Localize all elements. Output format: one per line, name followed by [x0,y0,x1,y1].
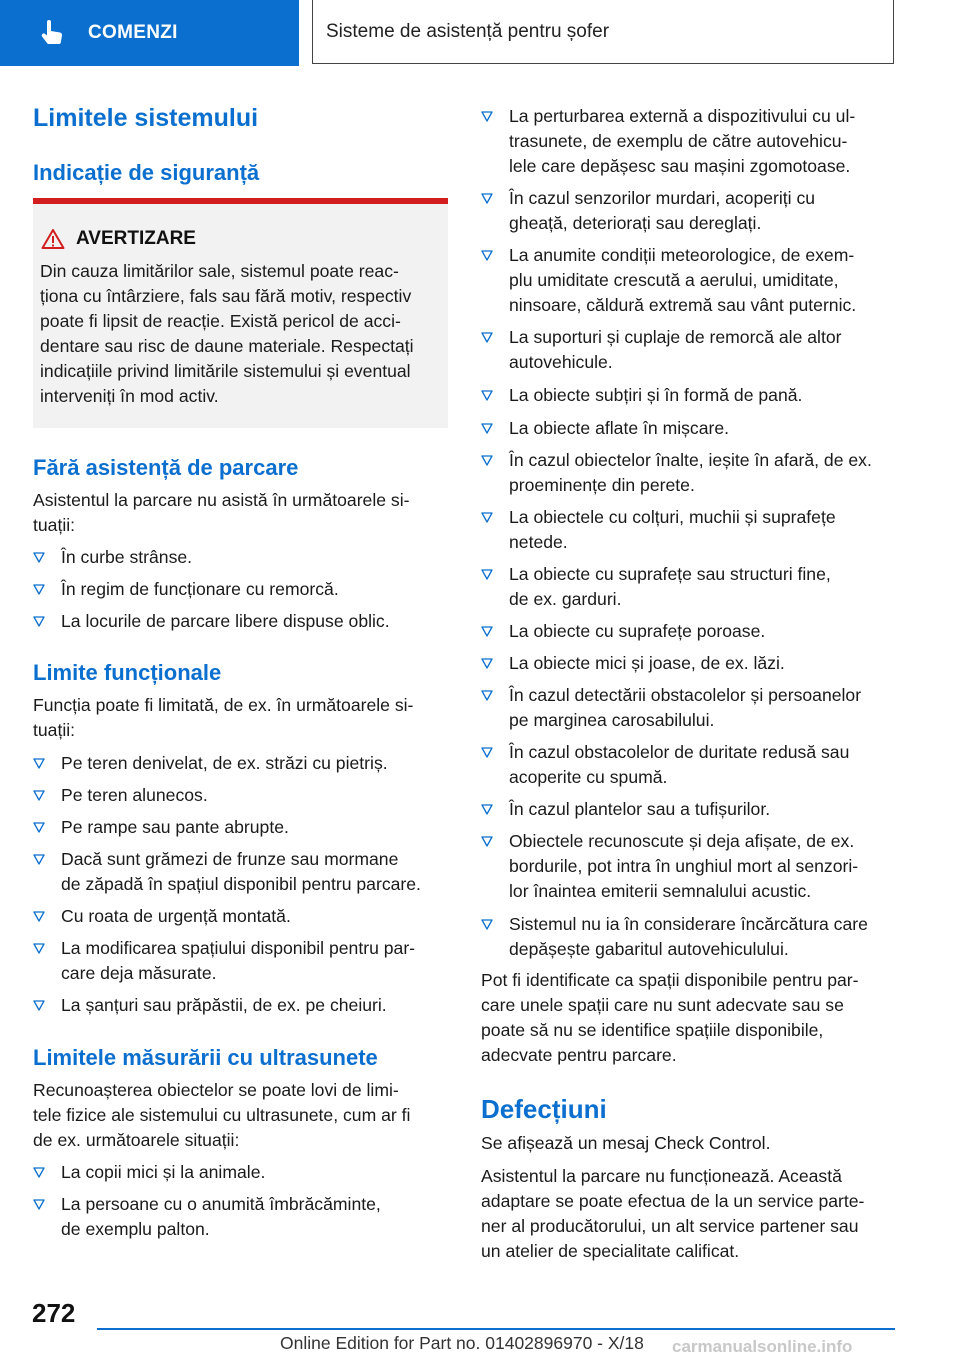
list-item-text [509,186,815,236]
text-line: În curbe strânse. [61,547,193,567]
list-item-text [509,829,858,904]
no-assist-intro [33,488,448,538]
list-item-text [509,505,836,555]
footer-rule [97,1328,895,1330]
list-item-text [61,1160,265,1185]
list-item-text [509,683,861,733]
list-item-text [61,609,390,634]
list-item-text [61,904,291,929]
func-intro [33,693,448,743]
text-line: adaptare se poate efectua de la un service parte- [481,1191,865,1211]
text-line: adecvate pentru parcare. [481,1045,677,1065]
text-line: Pe teren alunecos. [61,785,208,805]
list-item-text [509,651,785,676]
text-line: Asistentul la parcare nu funcționează. Această [481,1166,842,1186]
text-line: care deja măsurate. [61,963,217,983]
heading-no-assist: Fără asistență de parcare [33,455,299,480]
text-line: pe marginea carosabilului. [509,710,715,730]
list-item-text [509,912,868,962]
text-line: tele fizice ale sistemului cu ultrasunete, cum ar fi [33,1105,411,1125]
bullet-triangle-icon [481,689,493,701]
text-line: La suporturi și cuplaje de remorcă ale altor [509,327,842,347]
page-header [0,0,960,66]
bullet-triangle-icon [481,568,493,580]
text-line: care unele spații care nu sunt adecvate sau se [481,995,844,1015]
list-item-text [509,325,842,375]
text-line: La șanțuri sau prăpăstii, de ex. pe cheiuri. [61,995,387,1015]
text-line: La obiecte cu suprafețe poroase. [509,621,766,641]
section-title: Sisteme de asistență pentru șofer [326,20,610,42]
text-line: poate să nu se identifice spațiile disponibile, [481,1020,824,1040]
text-line: La obiecte cu suprafețe sau structuri fine, [509,564,831,584]
pointing-hand-icon [38,19,66,47]
page-number: 272 [32,1298,76,1328]
bullet-triangle-icon [481,511,493,523]
bullet-triangle-icon [33,757,45,769]
warning-box [33,198,448,428]
warning-line: indicațiile privind limitările sistemului și eventual [40,361,411,381]
text-line: de zăpadă în spațiul disponibil pentru parcare. [61,874,421,894]
list-item-text [61,783,208,808]
text-line: Recunoașterea obiectelor se poate lovi de limi- [33,1080,399,1100]
heading-safety: Indicație de siguranță [33,160,260,185]
bullet-triangle-icon [481,422,493,434]
text-line: Obiectele recunoscute și deja afișate, de ex. [509,831,855,851]
text-line: La persoane cu o anumită îmbrăcăminte, [61,1194,381,1214]
text-line: de ex. următoarele situații: [33,1130,240,1150]
text-line: În cazul obstacolelor de duritate redusă sau [509,742,850,762]
text-line: În cazul detectării obstacolelor și persoanelor [509,685,862,705]
watermark: carmanualsonline.info [672,1337,853,1356]
defect-paragraph [481,1164,896,1264]
text-line: Dacă sunt grămezi de frunze sau mormane [61,849,399,869]
warning-text [40,259,440,409]
text-line: La obiecte aflate în mișcare. [509,418,730,438]
chapter-tab[interactable] [0,0,299,66]
bullet-triangle-icon [33,615,45,627]
bullet-triangle-icon [33,583,45,595]
bullet-triangle-icon [33,789,45,801]
text-line: La obiecte subțiri și în formă de pană. [509,385,803,405]
list-item-text [509,619,765,644]
heading-ultrasound-limits: Limitele măsurării cu ultrasunete [33,1045,378,1070]
text-line: trasunete, de exemplu de către autovehicu- [509,131,848,151]
text-line: Cu roata de urgență montată. [61,906,291,926]
list-item-text [61,545,192,570]
text-line: acoperite cu spumă. [509,767,668,787]
bullet-triangle-icon [481,110,493,122]
list-item-text [61,847,421,897]
bullet-triangle-icon [481,803,493,815]
warning-line: dentare sau risc de daune materiale. Respectați [40,336,414,356]
heading-defects: Defecțiuni [481,1094,607,1124]
text-line: În cazul senzorilor murdari, acoperiți cu [509,188,816,208]
text-line: La anumite condiții meteorologice, de exem- [509,245,855,265]
text-line: Funcția poate fi limitată, de ex. în următoarele si- [33,695,414,715]
bullet-triangle-icon [33,910,45,922]
text-line: La obiecte mici și joase, de ex. lăzi. [509,653,785,673]
text-line: Pot fi identificate ca spații disponibile pentru par- [481,970,859,990]
warning-triangle-icon [41,228,65,250]
bullet-triangle-icon [481,454,493,466]
warning-line: ționa cu întârziere, fals sau fără motiv, respectiv [40,286,412,306]
text-line: La locurile de parcare libere dispuse oblic. [61,611,390,631]
warning-line: interveniți în mod activ. [40,386,219,406]
bullet-triangle-icon [481,835,493,847]
text-line: La perturbarea externă a dispozitivului cu ul- [509,106,856,126]
text-line: un atelier de specialitate calificat. [481,1241,740,1261]
list-item-text [509,416,729,441]
warning-header [41,228,196,250]
text-line: În cazul obiectelor înalte, ieșite în afară, de ex. [509,450,872,470]
text-line: La obiectele cu colțuri, muchii și suprafețe [509,507,836,527]
list-item-text [61,577,339,602]
warning-line: Din cauza limitărilor sale, sistemul poate reac- [40,261,399,281]
text-line: În regim de funcționare cu remorcă. [61,579,339,599]
text-line: Pe rampe sau pante abrupte. [61,817,289,837]
bullet-triangle-icon [481,389,493,401]
warning-line: poate fi lipsit de reacție. Există pericol de acci- [40,311,401,331]
section-title-box [312,0,894,64]
list-item-text [61,993,387,1018]
text-line: La modificarea spațiului disponibil pentru par- [61,938,416,958]
text-line: Asistentul la parcare nu asistă în următoarele si- [33,490,410,510]
bullet-triangle-icon [481,625,493,637]
text-line: netede. [509,532,568,552]
text-line: de ex. garduri. [509,589,622,609]
bullet-triangle-icon [481,249,493,261]
list-item-text [509,562,831,612]
bullet-triangle-icon [481,192,493,204]
text-line: bordurile, pot intra în unghiul mort al senzori- [509,856,859,876]
bullet-triangle-icon [33,1198,45,1210]
list-item-text [61,936,415,986]
bullet-triangle-icon [481,746,493,758]
bullet-triangle-icon [33,551,45,563]
text-line: ner al producătorului, un alt service partener sau [481,1216,859,1236]
list-item-text [61,751,388,776]
list-item-text [509,104,855,179]
text-line: autovehicule. [509,352,613,372]
bullet-triangle-icon [33,942,45,954]
chapter-tab-label: COMENZI [88,22,178,43]
warning-title: AVERTIZARE [76,228,196,249]
text-line: Pe teren denivelat, de ex. străzi cu pietriș. [61,753,388,773]
text-line: proeminențe din perete. [509,475,695,495]
bullet-triangle-icon [33,1166,45,1178]
text-line: plu umiditate crescută a aerului, umiditate, [509,270,839,290]
ultrasound-intro [33,1078,448,1153]
text-line: lele care depășesc sau mașini zgomotoase. [509,156,851,176]
list-item-text [509,243,856,318]
heading-functional-limits: Limite funcționale [33,660,222,685]
bullet-triangle-icon [33,821,45,833]
heading-system-limits: Limitele sistemului [33,104,259,132]
bullet-triangle-icon [481,657,493,669]
list-item-text [61,1192,381,1242]
list-item-text [61,815,289,840]
bullet-triangle-icon [33,999,45,1011]
text-line: gheață, deteriorați sau dereglați. [509,213,762,233]
text-line: La copii mici și la animale. [61,1162,266,1182]
footer-edition: Online Edition for Part no. 01402896970 - X/18 [280,1333,644,1353]
text-line: Sistemul nu ia în considerare încărcătura care [509,914,868,934]
bullet-triangle-icon [481,918,493,930]
text-line: lor înaintea emiterii semnalului acustic. [509,881,812,901]
text-line: depășește gabaritul autovehiculului. [509,939,789,959]
list-item-text [509,383,802,408]
text-line: ninsoare, căldură extremă sau vânt puternic. [509,295,857,315]
list-item-text [509,797,770,822]
text-line: tuații: [33,720,76,740]
bullet-triangle-icon [481,331,493,343]
text-line: tuații: [33,515,76,535]
parking-space-paragraph [481,968,896,1068]
text-line: de exemplu palton. [61,1219,210,1239]
text-line: În cazul plantelor sau a tufișurilor. [509,799,771,819]
list-item-text [509,448,872,498]
bullet-triangle-icon [33,853,45,865]
defect-message: Se afișează un mesaj Check Control. [481,1133,771,1153]
list-item-text [509,740,849,790]
